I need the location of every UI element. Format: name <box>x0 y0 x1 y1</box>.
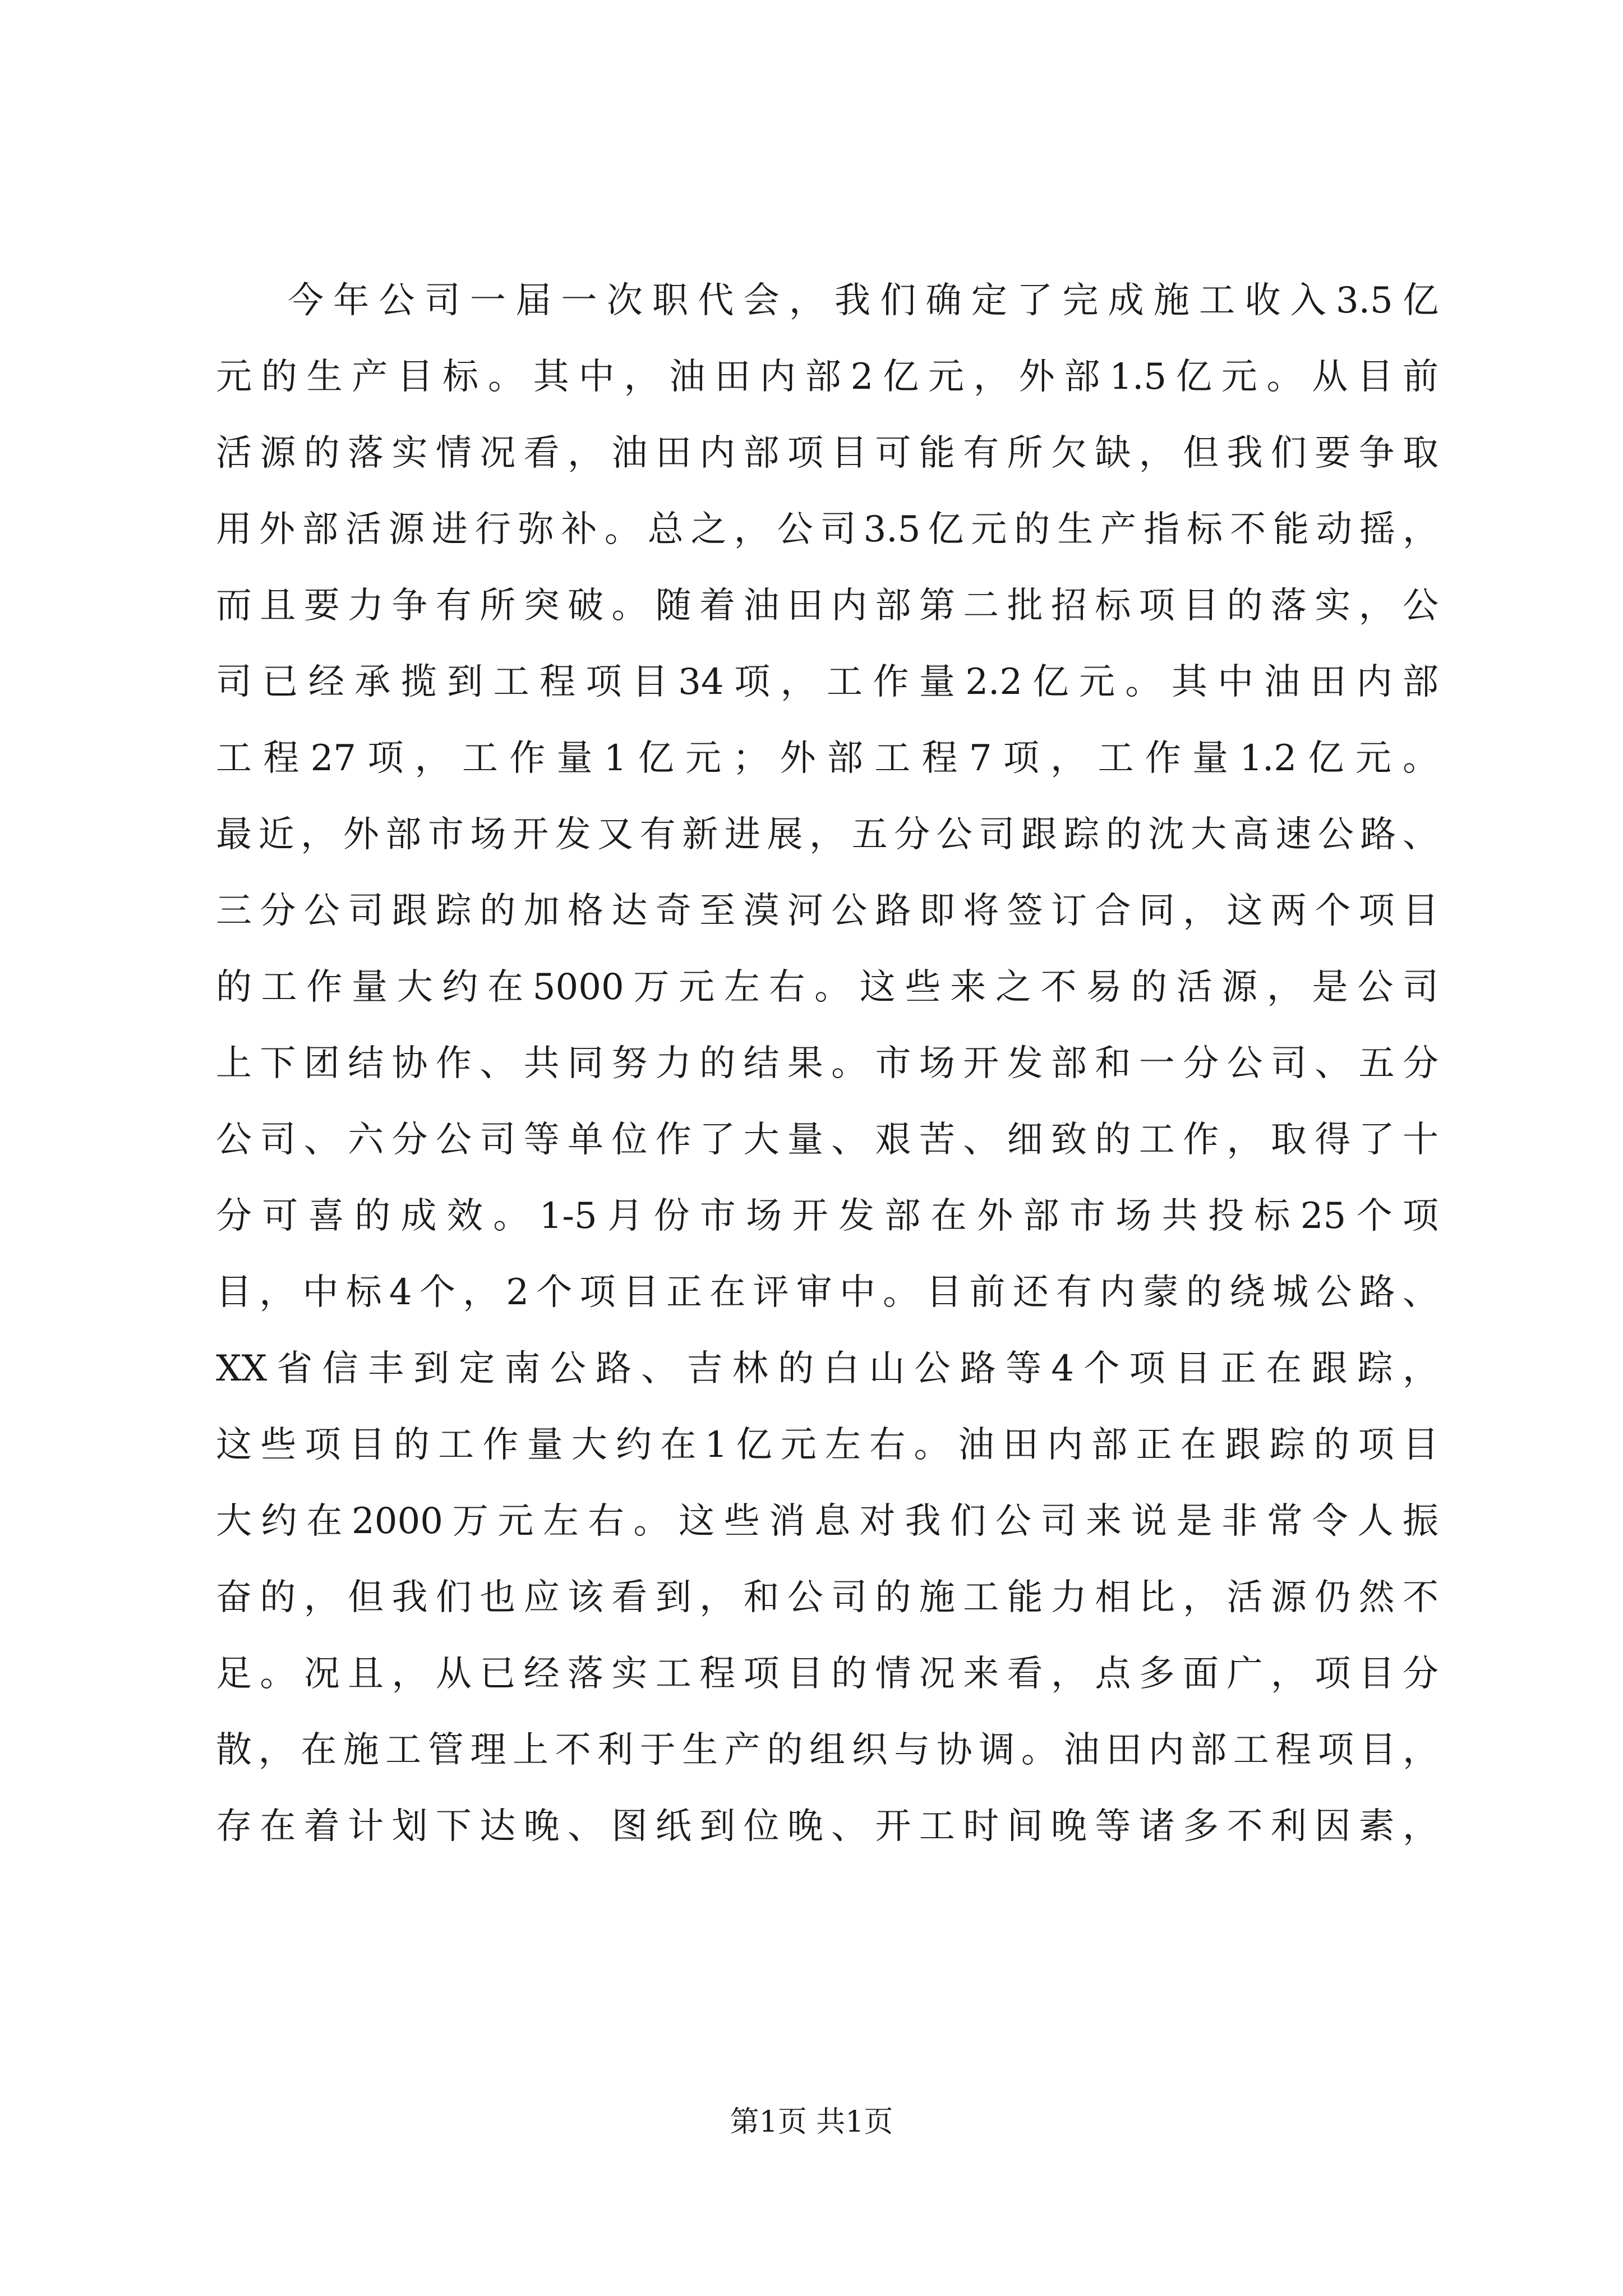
text-line: 工程27项，工作量1亿元；外部工程7项，工作量1.2亿元。 <box>216 738 1438 779</box>
text-line: 足。况且，从已经落实工程项目的情况来看，点多面广，项目分 <box>216 1653 1438 1695</box>
text-line: 这些项目的工作量大约在1亿元左右。油田内部正在跟踪的项目 <box>216 1424 1438 1466</box>
text-line: 用外部活源进行弥补。总之，公司3.5亿元的生产指标不能动摇， <box>216 509 1438 550</box>
text-line: 公司、六分公司等单位作了大量、艰苦、细致的工作，取得了十 <box>216 1119 1438 1161</box>
text-line: 目，中标4个，2个项目正在评审中。目前还有内蒙的绕城公路、 <box>216 1272 1438 1313</box>
text-line: 上下团结协作、共同努力的结果。市场开发部和一分公司、五分 <box>216 1043 1438 1084</box>
text-line: 散，在施工管理上不利于生产的组织与协调。油田内部工程项目， <box>216 1729 1438 1771</box>
text-line: 三分公司跟踪的加格达奇至漠河公路即将签订合同，这两个项目 <box>216 890 1438 932</box>
document-body <box>216 263 1438 1865</box>
text-line: 存在着计划下达晚、图纸到位晚、开工时间晚等诸多不利因素， <box>216 1806 1438 1847</box>
text-line: XX省信丰到定南公路、吉林的白山公路等4个项目正在跟踪， <box>216 1348 1438 1389</box>
text-line: 活源的落实情况看，油田内部项目可能有所欠缺，但我们要争取 <box>216 432 1438 474</box>
text-line: 而且要力争有所突破。随着油田内部第二批招标项目的落实，公 <box>216 585 1438 627</box>
text-line: 元的生产目标。其中，油田内部2亿元，外部1.5亿元。从目前 <box>216 356 1438 398</box>
page-footer: 第1页 共1页 <box>730 2105 893 2139</box>
text-line: 分可喜的成效。1-5月份市场开发部在外部市场共投标25个项 <box>216 1195 1438 1237</box>
text-line: 今年公司一届一次职代会，我们确定了完成施工收入3.5亿 <box>288 280 1438 321</box>
text-line: 最近，外部市场开发又有新进展，五分公司跟踪的沈大高速公路、 <box>216 814 1438 855</box>
text-line: 司已经承揽到工程项目34项，工作量2.2亿元。其中油田内部 <box>216 661 1438 703</box>
text-line: 大约在2000万元左右。这些消息对我们公司来说是非常令人振 <box>216 1501 1438 1542</box>
text-line: 的工作量大约在5000万元左右。这些来之不易的活源，是公司 <box>216 967 1438 1008</box>
text-line: 奋的，但我们也应该看到，和公司的施工能力相比，活源仍然不 <box>216 1577 1438 1618</box>
